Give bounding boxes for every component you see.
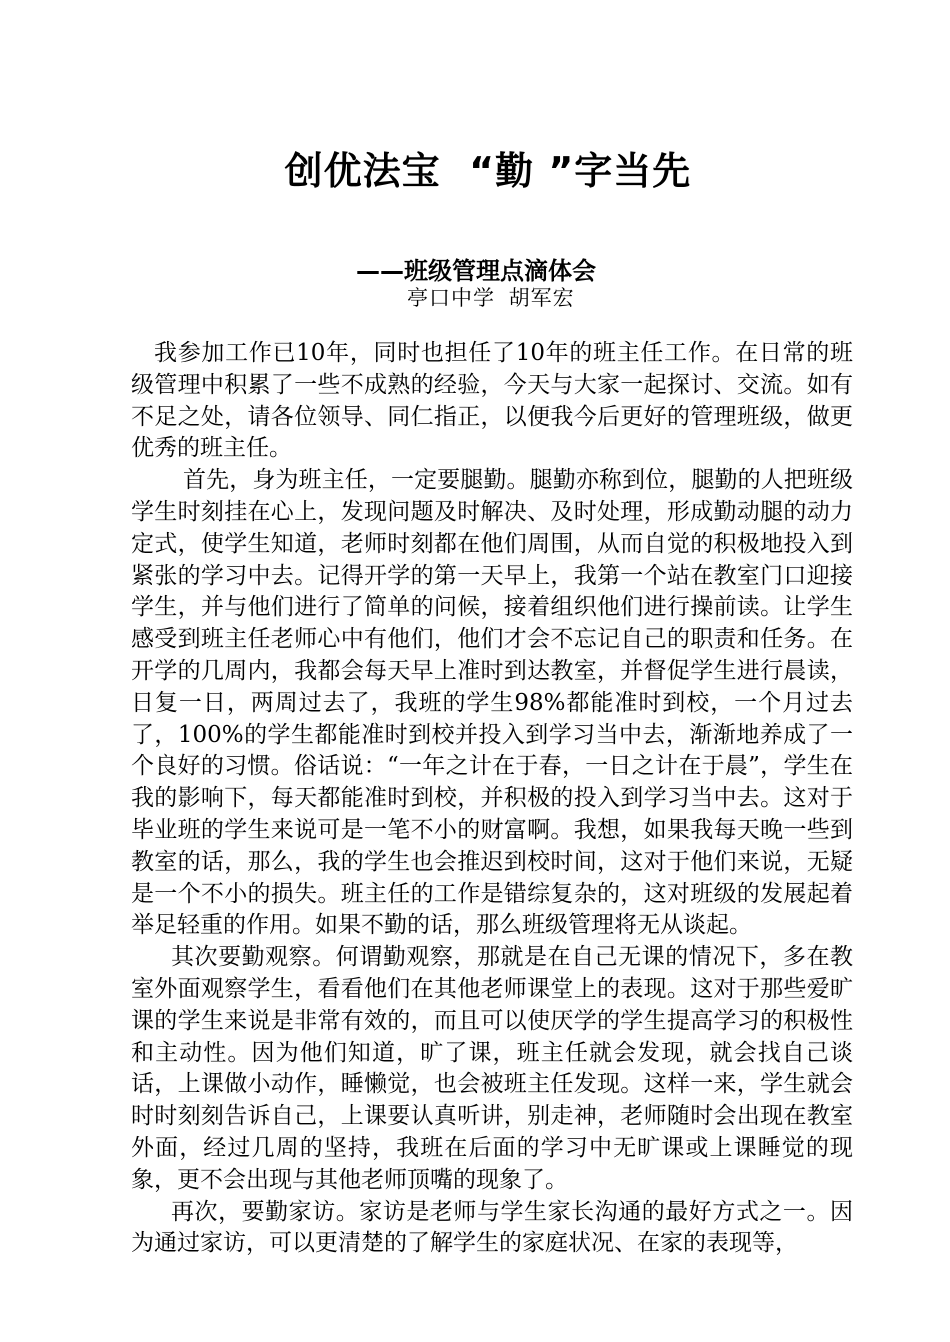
paragraph: 再次，要勤家访。家访是老师与学生家长沟通的最好方式之一。因为通过家访，可以更清楚的了解学生的家庭状况、在家的表现等， — [131, 1198, 853, 1257]
paragraph: 其次要勤观察。何谓勤观察，那就是在自己无课的情况下，多在教室外面观察学生，看看他们在其他老师课堂上的表现。这对于那些爱旷课的学生来说是非常有效的，而且可以使厌学的学生提高学习的积极性和主动性。因为他们知道，旷了课，班主任就会发现，就会找自己谈话，上课做小动作，睡懒觉，也会被班主任发现。这样一来，学生就会时时刻刻告诉自己，上课要认真听讲，别走神，老师随时会出现在教室外面，经过几周的坚持，我班在后面的学习中无旷课或上课睡觉的现象，更不会出现与其他老师顶嘴的现象了。 — [131, 944, 853, 1193]
document-subtitle: ——班级管理点滴体会 — [356, 257, 596, 285]
author-line: 亭口中学 胡军宏 — [407, 286, 575, 310]
document-body — [131, 338, 853, 1260]
paragraph: 我参加工作已10年，同时也担任了10年的班主任工作。在日常的班级管理中积累了一些不成熟的经验，今天与大家一起探讨、交流。如有不足之处，请各位领导、同仁指正，以便我今后更好的管理班级，做更优秀的班主任。 — [131, 340, 853, 462]
document-title: 创优法宝 “勤 ”字当先 — [284, 149, 692, 193]
paragraph: 首先，身为班主任，一定要腿勤。腿勤亦称到位，腿勤的人把班级学生时刻挂在心上，发现问题及时解决、及时处理，形成勤动腿的动力定式，使学生知道，老师时刻都在他们周围，从而自觉的积极地投入到紧张的学习中去。记得开学的第一天早上，我第一个站在教室门口迎接学生，并与他们进行了简单的问候，接着组织他们进行操前读。让学生感受到班主任老师心中有他们，他们才会不忘记自己的职责和任务。在开学的几周内，我都会每天早上准时到达教室，并督促学生进行晨读，日复一日，两周过去了，我班的学生98%都能准时到校，一个月过去了，100%的学生都能准时到校并投入到学习当中去，渐渐地养成了一个良好的习惯。俗话说：“一年之计在于春，一日之计在于晨”，学生在我的影响下，每天都能准时到校，并积极的投入到学习当中去。这对于毕业班的学生来说可是一笔不小的财富啊。我想，如果我每天晚一些到教室的话，那么，我的学生也会推迟到校时间，这对于他们来说，无疑是一个不小的损失。班主任的工作是错综复杂的，这对班级的发展起着举足轻重的作用。如果不勤的话，那么班级管理将无从谈起。 — [131, 467, 853, 939]
